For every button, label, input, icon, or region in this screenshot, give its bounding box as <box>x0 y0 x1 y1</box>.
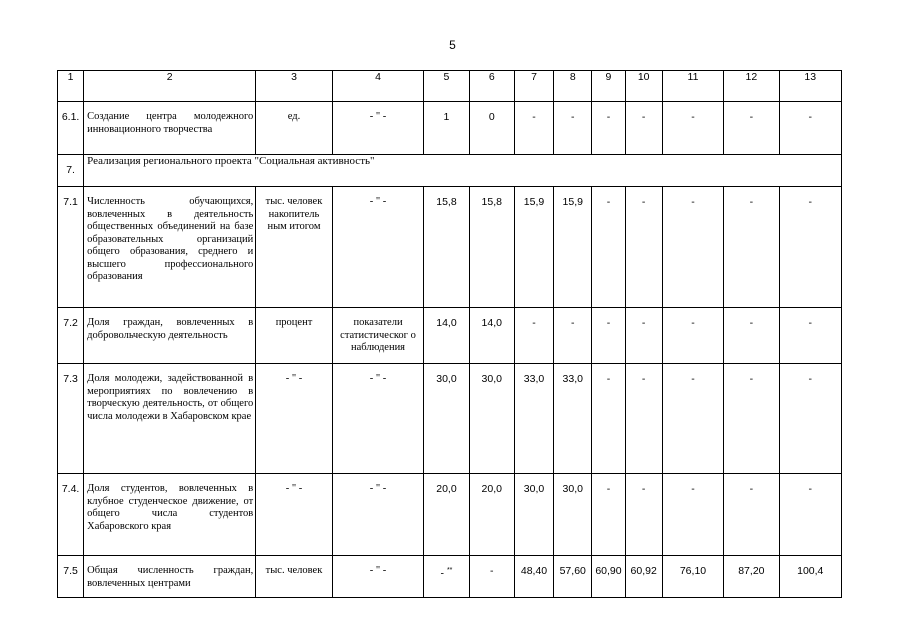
value-cell: 60,90 <box>592 556 625 598</box>
row-number: 7.5 <box>58 556 84 598</box>
row-number: 7.4. <box>58 474 84 556</box>
footnote-mark: ** <box>446 567 453 574</box>
value-cell: - <box>469 556 514 598</box>
header-cell: 5 <box>424 71 469 102</box>
value-cell: - <box>724 308 779 364</box>
value-cell: - <box>724 364 779 474</box>
value-cell: 76,10 <box>662 556 723 598</box>
value-cell: 30,0 <box>514 474 553 556</box>
header-cell: 3 <box>256 71 332 102</box>
indicator-name: Доля молодежи, задействованной в мероприятиях по вовлечению в творческую деятельность, от общего числа молодежи в Хабаровском крае <box>84 364 256 474</box>
value-cell: - <box>662 102 723 155</box>
value-cell: - <box>625 474 662 556</box>
value-cell: - <box>625 187 662 308</box>
table-row <box>58 364 842 474</box>
row-number: 7.1 <box>58 187 84 308</box>
value-cell: 87,20 <box>724 556 779 598</box>
value-cell: 14,0 <box>469 308 514 364</box>
header-cell: 6 <box>469 71 514 102</box>
row-number: 7.3 <box>58 364 84 474</box>
header-cell: 1 <box>58 71 84 102</box>
value-cell: - <box>724 187 779 308</box>
unit-cell: - " - <box>256 364 332 474</box>
section-title: Реализация регионального проекта "Социальная активность" <box>84 155 842 187</box>
header-cell: 13 <box>779 71 841 102</box>
header-cell: 10 <box>625 71 662 102</box>
header-cell: 11 <box>662 71 723 102</box>
value-cell: 33,0 <box>554 364 592 474</box>
source-cell: - " - <box>332 474 424 556</box>
source-cell: - " - <box>332 187 424 308</box>
indicator-name: Доля студентов, вовлеченных в клубное студенческое движение, от общего числа студентов Хабаровского края <box>84 474 256 556</box>
value-cell: - <box>514 308 553 364</box>
value-cell: 30,0 <box>424 364 469 474</box>
indicator-name: Численность обучающихся, вовлеченных в деятельность общественных объединений на базе образовательных организаций общего образования, среднего и высшего профессионального образования <box>84 187 256 308</box>
indicator-name: Создание центра молодежного инновационного творчества <box>84 102 256 155</box>
header-cell: 8 <box>554 71 592 102</box>
value-cell: - <box>554 102 592 155</box>
value-main: - <box>440 567 445 580</box>
value-cell: - <box>779 308 841 364</box>
value-cell: 33,0 <box>514 364 553 474</box>
value-cell: - <box>625 364 662 474</box>
value-cell: - <box>662 474 723 556</box>
unit-cell: - " - <box>256 474 332 556</box>
value-cell: 60,92 <box>625 556 662 598</box>
header-cell: 4 <box>332 71 424 102</box>
value-cell: - <box>779 364 841 474</box>
value-cell: 15,8 <box>424 187 469 308</box>
value-cell: 15,9 <box>514 187 553 308</box>
unit-cell: ед. <box>256 102 332 155</box>
header-cell: 12 <box>724 71 779 102</box>
source-cell: - " - <box>332 102 424 155</box>
value-cell <box>424 556 469 598</box>
table-row <box>58 556 842 598</box>
unit-cell: тыс. человек <box>256 556 332 598</box>
indicator-name: Общая численность граждан, вовлеченных центрами <box>84 556 256 598</box>
value-cell: - <box>779 474 841 556</box>
value-cell: - <box>514 102 553 155</box>
value-cell: - <box>592 102 625 155</box>
value-cell: 30,0 <box>554 474 592 556</box>
row-number: 6.1. <box>58 102 84 155</box>
value-cell: 1 <box>424 102 469 155</box>
value-cell: 15,8 <box>469 187 514 308</box>
value-cell: 14,0 <box>424 308 469 364</box>
value-cell: 15,9 <box>554 187 592 308</box>
value-cell: 0 <box>469 102 514 155</box>
value-cell: - <box>554 308 592 364</box>
table-row <box>58 474 842 556</box>
value-cell: 30,0 <box>469 364 514 474</box>
section-number: 7. <box>58 155 84 187</box>
indicators-table <box>57 70 842 598</box>
value-cell: 20,0 <box>424 474 469 556</box>
value-cell: 20,0 <box>469 474 514 556</box>
value-cell: - <box>592 364 625 474</box>
header-cell: 7 <box>514 71 553 102</box>
value-cell: - <box>592 474 625 556</box>
source-cell: - " - <box>332 364 424 474</box>
header-cell: 9 <box>592 71 625 102</box>
value-cell: - <box>779 187 841 308</box>
table-row <box>58 308 842 364</box>
value-cell: - <box>592 187 625 308</box>
value-cell: - <box>662 187 723 308</box>
value-cell: - <box>625 308 662 364</box>
value-cell: 57,60 <box>554 556 592 598</box>
value-cell: 100,4 <box>779 556 841 598</box>
indicator-name: Доля граждан, вовлеченных в добровольческую деятельность <box>84 308 256 364</box>
source-cell: - " - <box>332 556 424 598</box>
value-cell: - <box>625 102 662 155</box>
value-cell: - <box>662 308 723 364</box>
table-row <box>58 102 842 155</box>
page-number: 5 <box>449 38 456 52</box>
unit-cell: процент <box>256 308 332 364</box>
source-cell: показатели статистическог о наблюдения <box>332 308 424 364</box>
value-cell: - <box>724 474 779 556</box>
value-cell: 48,40 <box>514 556 553 598</box>
unit-cell: тыс. человек накопитель ным итогом <box>256 187 332 308</box>
value-cell: - <box>592 308 625 364</box>
header-row <box>58 71 842 102</box>
row-number: 7.2 <box>58 308 84 364</box>
value-cell: - <box>779 102 841 155</box>
section-row <box>58 155 842 187</box>
table-row <box>58 187 842 308</box>
value-cell: - <box>662 364 723 474</box>
header-cell: 2 <box>84 71 256 102</box>
value-cell: - <box>724 102 779 155</box>
